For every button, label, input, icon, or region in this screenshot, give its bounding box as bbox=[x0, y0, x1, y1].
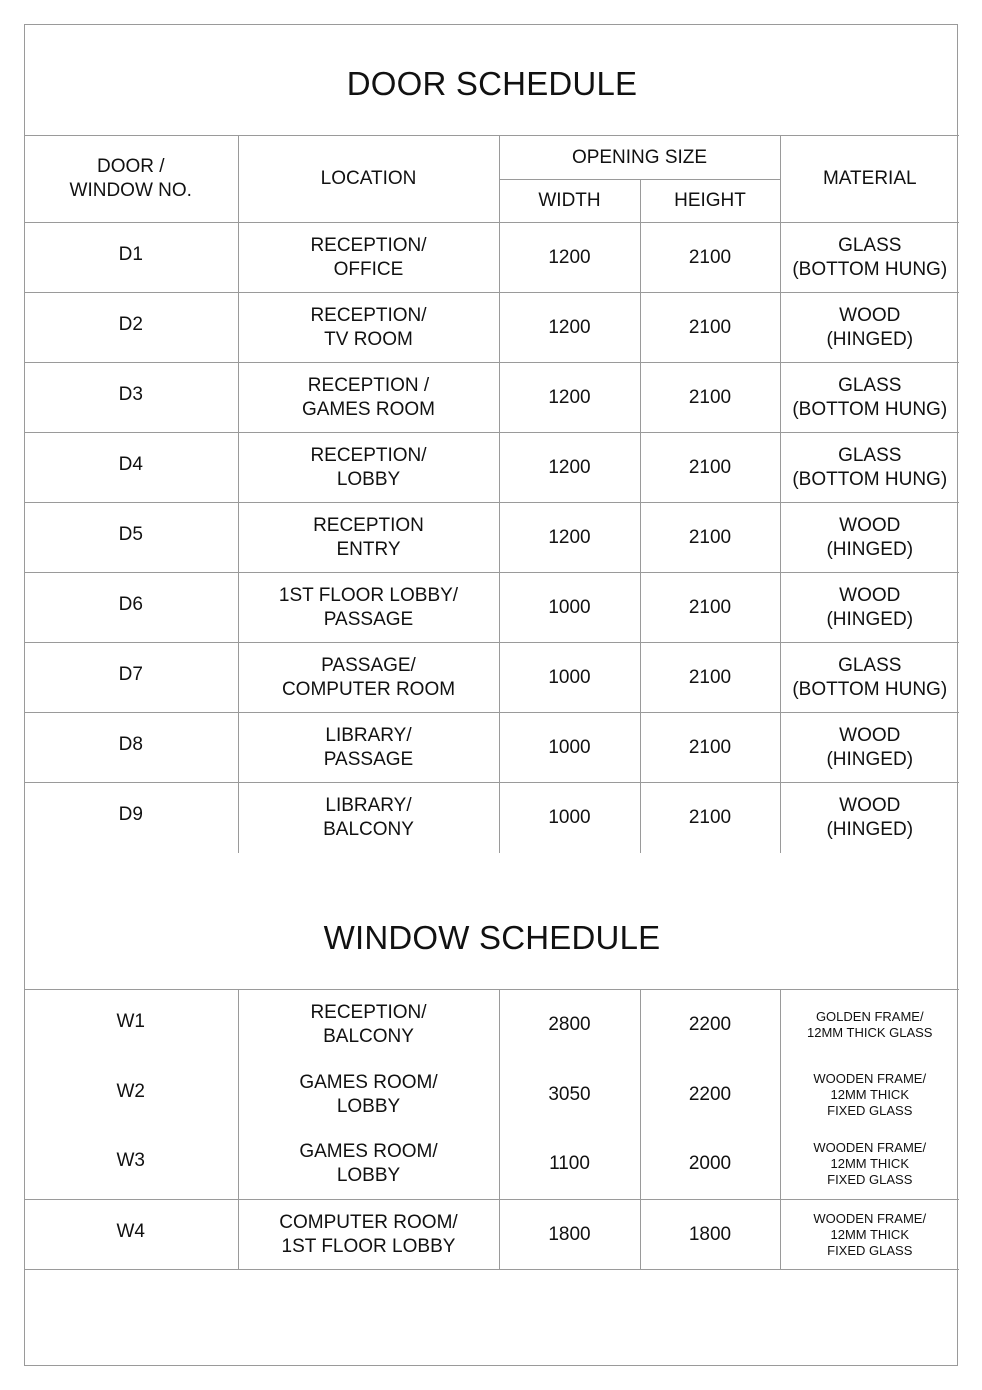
door-number: D9 bbox=[24, 783, 238, 853]
door-width: 1000 bbox=[499, 713, 640, 783]
window-location: GAMES ROOM/ LOBBY bbox=[238, 1060, 499, 1130]
door-number: D4 bbox=[24, 433, 238, 503]
door-number: D6 bbox=[24, 573, 238, 643]
door-width: 1200 bbox=[499, 363, 640, 433]
door-row bbox=[24, 293, 959, 363]
window-width: 2800 bbox=[499, 990, 640, 1060]
door-width: 1200 bbox=[499, 503, 640, 573]
door-material: GLASS (BOTTOM HUNG) bbox=[780, 223, 959, 293]
door-material: WOOD (HINGED) bbox=[780, 573, 959, 643]
door-material: GLASS (BOTTOM HUNG) bbox=[780, 643, 959, 713]
window-location: COMPUTER ROOM/ 1ST FLOOR LOBBY bbox=[238, 1200, 499, 1270]
window-row bbox=[24, 1130, 959, 1200]
door-material: GLASS (BOTTOM HUNG) bbox=[780, 433, 959, 503]
window-height: 2200 bbox=[640, 990, 780, 1060]
door-number: D3 bbox=[24, 363, 238, 433]
window-number: W2 bbox=[24, 1060, 238, 1130]
window-number: W4 bbox=[24, 1200, 238, 1270]
door-location: RECEPTION/ LOBBY bbox=[238, 433, 499, 503]
door-height: 2100 bbox=[640, 643, 780, 713]
window-height: 2000 bbox=[640, 1130, 780, 1200]
door-material: WOOD (HINGED) bbox=[780, 783, 959, 853]
door-height: 2100 bbox=[640, 503, 780, 573]
door-height: 2100 bbox=[640, 783, 780, 853]
door-row bbox=[24, 713, 959, 783]
door-location: 1ST FLOOR LOBBY/ PASSAGE bbox=[238, 573, 499, 643]
door-height: 2100 bbox=[640, 223, 780, 293]
window-material: WOODEN FRAME/ 12MM THICK FIXED GLASS bbox=[780, 1060, 959, 1130]
door-row bbox=[24, 503, 959, 573]
window-width: 3050 bbox=[499, 1060, 640, 1130]
door-row bbox=[24, 433, 959, 503]
door-width: 1200 bbox=[499, 433, 640, 503]
door-width: 1000 bbox=[499, 783, 640, 853]
door-number: D7 bbox=[24, 643, 238, 713]
window-number: W1 bbox=[24, 990, 238, 1060]
door-width: 1000 bbox=[499, 643, 640, 713]
door-location: LIBRARY/ BALCONY bbox=[238, 783, 499, 853]
door-location: RECEPTION/ TV ROOM bbox=[238, 293, 499, 363]
door-row bbox=[24, 643, 959, 713]
door-location: RECEPTION ENTRY bbox=[238, 503, 499, 573]
header-width: WIDTH bbox=[499, 180, 640, 223]
window-height: 1800 bbox=[640, 1200, 780, 1270]
door-height: 2100 bbox=[640, 433, 780, 503]
window-row bbox=[24, 990, 959, 1060]
window-number: W3 bbox=[24, 1130, 238, 1200]
door-schedule-title: DOOR SCHEDULE bbox=[346, 65, 638, 102]
door-number: D1 bbox=[24, 223, 238, 293]
door-row bbox=[24, 223, 959, 293]
door-height: 2100 bbox=[640, 363, 780, 433]
window-location: GAMES ROOM/ LOBBY bbox=[238, 1130, 499, 1200]
door-location: PASSAGE/ COMPUTER ROOM bbox=[238, 643, 499, 713]
door-location: LIBRARY/ PASSAGE bbox=[238, 713, 499, 783]
window-row bbox=[24, 1060, 959, 1130]
window-material: WOODEN FRAME/ 12MM THICK FIXED GLASS bbox=[780, 1200, 959, 1270]
door-number: D8 bbox=[24, 713, 238, 783]
door-material: WOOD (HINGED) bbox=[780, 713, 959, 783]
door-number: D2 bbox=[24, 293, 238, 363]
door-row bbox=[24, 363, 959, 433]
door-material: WOOD (HINGED) bbox=[780, 503, 959, 573]
header-door-window-no: DOOR / WINDOW NO. bbox=[24, 136, 238, 223]
door-row bbox=[24, 783, 959, 853]
door-location: RECEPTION / GAMES ROOM bbox=[238, 363, 499, 433]
window-height: 2200 bbox=[640, 1060, 780, 1130]
door-number: D5 bbox=[24, 503, 238, 573]
window-schedule-title: WINDOW SCHEDULE bbox=[323, 919, 661, 956]
door-schedule-table bbox=[24, 135, 959, 853]
door-height: 2100 bbox=[640, 573, 780, 643]
schedule-sheet bbox=[24, 24, 958, 1366]
window-width: 1800 bbox=[499, 1200, 640, 1270]
window-schedule-table bbox=[24, 989, 959, 1270]
header-location: LOCATION bbox=[238, 136, 499, 223]
window-material: GOLDEN FRAME/ 12MM THICK GLASS bbox=[780, 990, 959, 1060]
window-row bbox=[24, 1200, 959, 1270]
window-material: WOODEN FRAME/ 12MM THICK FIXED GLASS bbox=[780, 1130, 959, 1200]
door-location: RECEPTION/ OFFICE bbox=[238, 223, 499, 293]
window-location: RECEPTION/ BALCONY bbox=[238, 990, 499, 1060]
door-height: 2100 bbox=[640, 293, 780, 363]
door-material: WOOD (HINGED) bbox=[780, 293, 959, 363]
header-height: HEIGHT bbox=[640, 180, 780, 223]
window-width: 1100 bbox=[499, 1130, 640, 1200]
door-width: 1200 bbox=[499, 293, 640, 363]
door-width: 1200 bbox=[499, 223, 640, 293]
door-height: 2100 bbox=[640, 713, 780, 783]
header-opening-size: OPENING SIZE bbox=[499, 136, 780, 180]
header-material: MATERIAL bbox=[780, 136, 959, 223]
door-row bbox=[24, 573, 959, 643]
door-material: GLASS (BOTTOM HUNG) bbox=[780, 363, 959, 433]
door-width: 1000 bbox=[499, 573, 640, 643]
